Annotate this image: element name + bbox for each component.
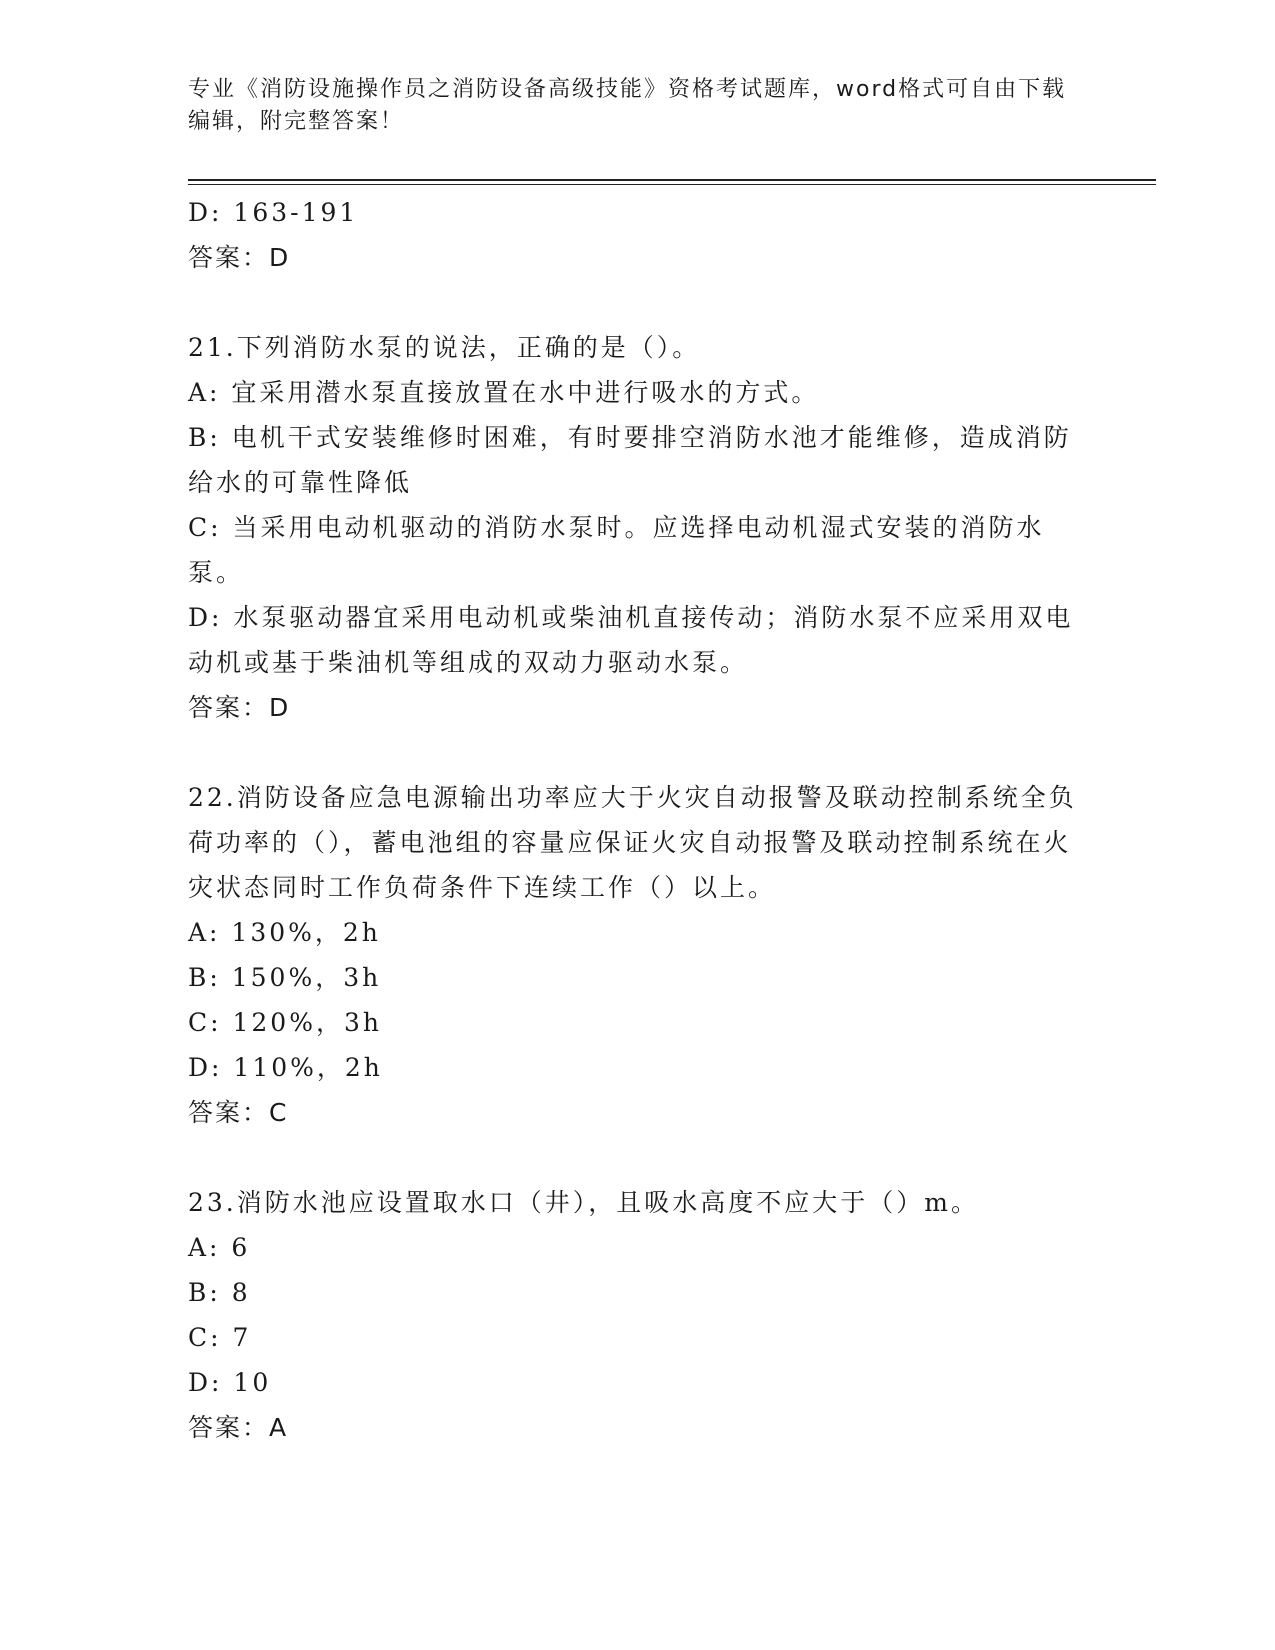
header-divider-thin xyxy=(188,184,1156,185)
spacer xyxy=(188,1135,1088,1180)
prev-question-option-d: D: 163-191 xyxy=(188,198,359,227)
option-b: B: 电机干式安装维修时困难，有时要排空消防水池才能维修，造成消防给水的可靠性降低 xyxy=(188,423,1072,497)
option-d: D: 110%，2h xyxy=(188,1053,383,1082)
option-d: D: 水泵驱动器宜采用电动机或柴油机直接传动；消防水泵不应采用双电动机或基于柴油机等组成的双动力驱动水泵。 xyxy=(188,603,1074,677)
option-a: A: 宜采用潜水泵直接放置在水中进行吸水的方式。 xyxy=(188,378,820,407)
answer-line: 答案：D xyxy=(188,693,291,722)
question-content xyxy=(188,190,1088,1450)
spacer xyxy=(188,730,1088,775)
document-header: 专业《消防设施操作员之消防设备高级技能》资格考试题库，word格式可自由下载编辑，附完整答案！ xyxy=(188,77,1067,134)
spacer xyxy=(188,280,1088,325)
option-a: A: 6 xyxy=(188,1233,251,1262)
option-a: A: 130%，2h xyxy=(188,918,381,947)
option-b: B: 8 xyxy=(188,1278,251,1307)
option-c: C: 当采用电动机驱动的消防水泵时。应选择电动机湿式安装的消防水泵。 xyxy=(188,513,1045,587)
prev-question-answer: 答案：D xyxy=(188,243,291,272)
question-block-23 xyxy=(188,1180,1088,1450)
question-block-21 xyxy=(188,325,1088,730)
option-c: C: 120%，3h xyxy=(188,1008,382,1037)
question-stem: 21.下列消防水泵的说法，正确的是（）。 xyxy=(188,333,701,362)
option-b: B: 150%，3h xyxy=(188,963,382,992)
answer-line: 答案：C xyxy=(188,1098,289,1127)
option-d: D: 10 xyxy=(188,1368,272,1397)
question-block-22 xyxy=(188,775,1088,1135)
header-divider-thick xyxy=(188,179,1156,181)
option-c: C: 7 xyxy=(188,1323,252,1352)
question-stem: 22.消防设备应急电源输出功率应大于火灾自动报警及联动控制系统全负荷功率的（），蓄电池组的容量应保证火灾自动报警及联动控制系统在火灾状态同时工作负荷条件下连续工作（）以上。 xyxy=(188,783,1077,902)
answer-line: 答案：A xyxy=(188,1413,289,1442)
question-stem: 23.消防水池应设置取水口（井），且吸水高度不应大于（）m。 xyxy=(188,1188,979,1217)
